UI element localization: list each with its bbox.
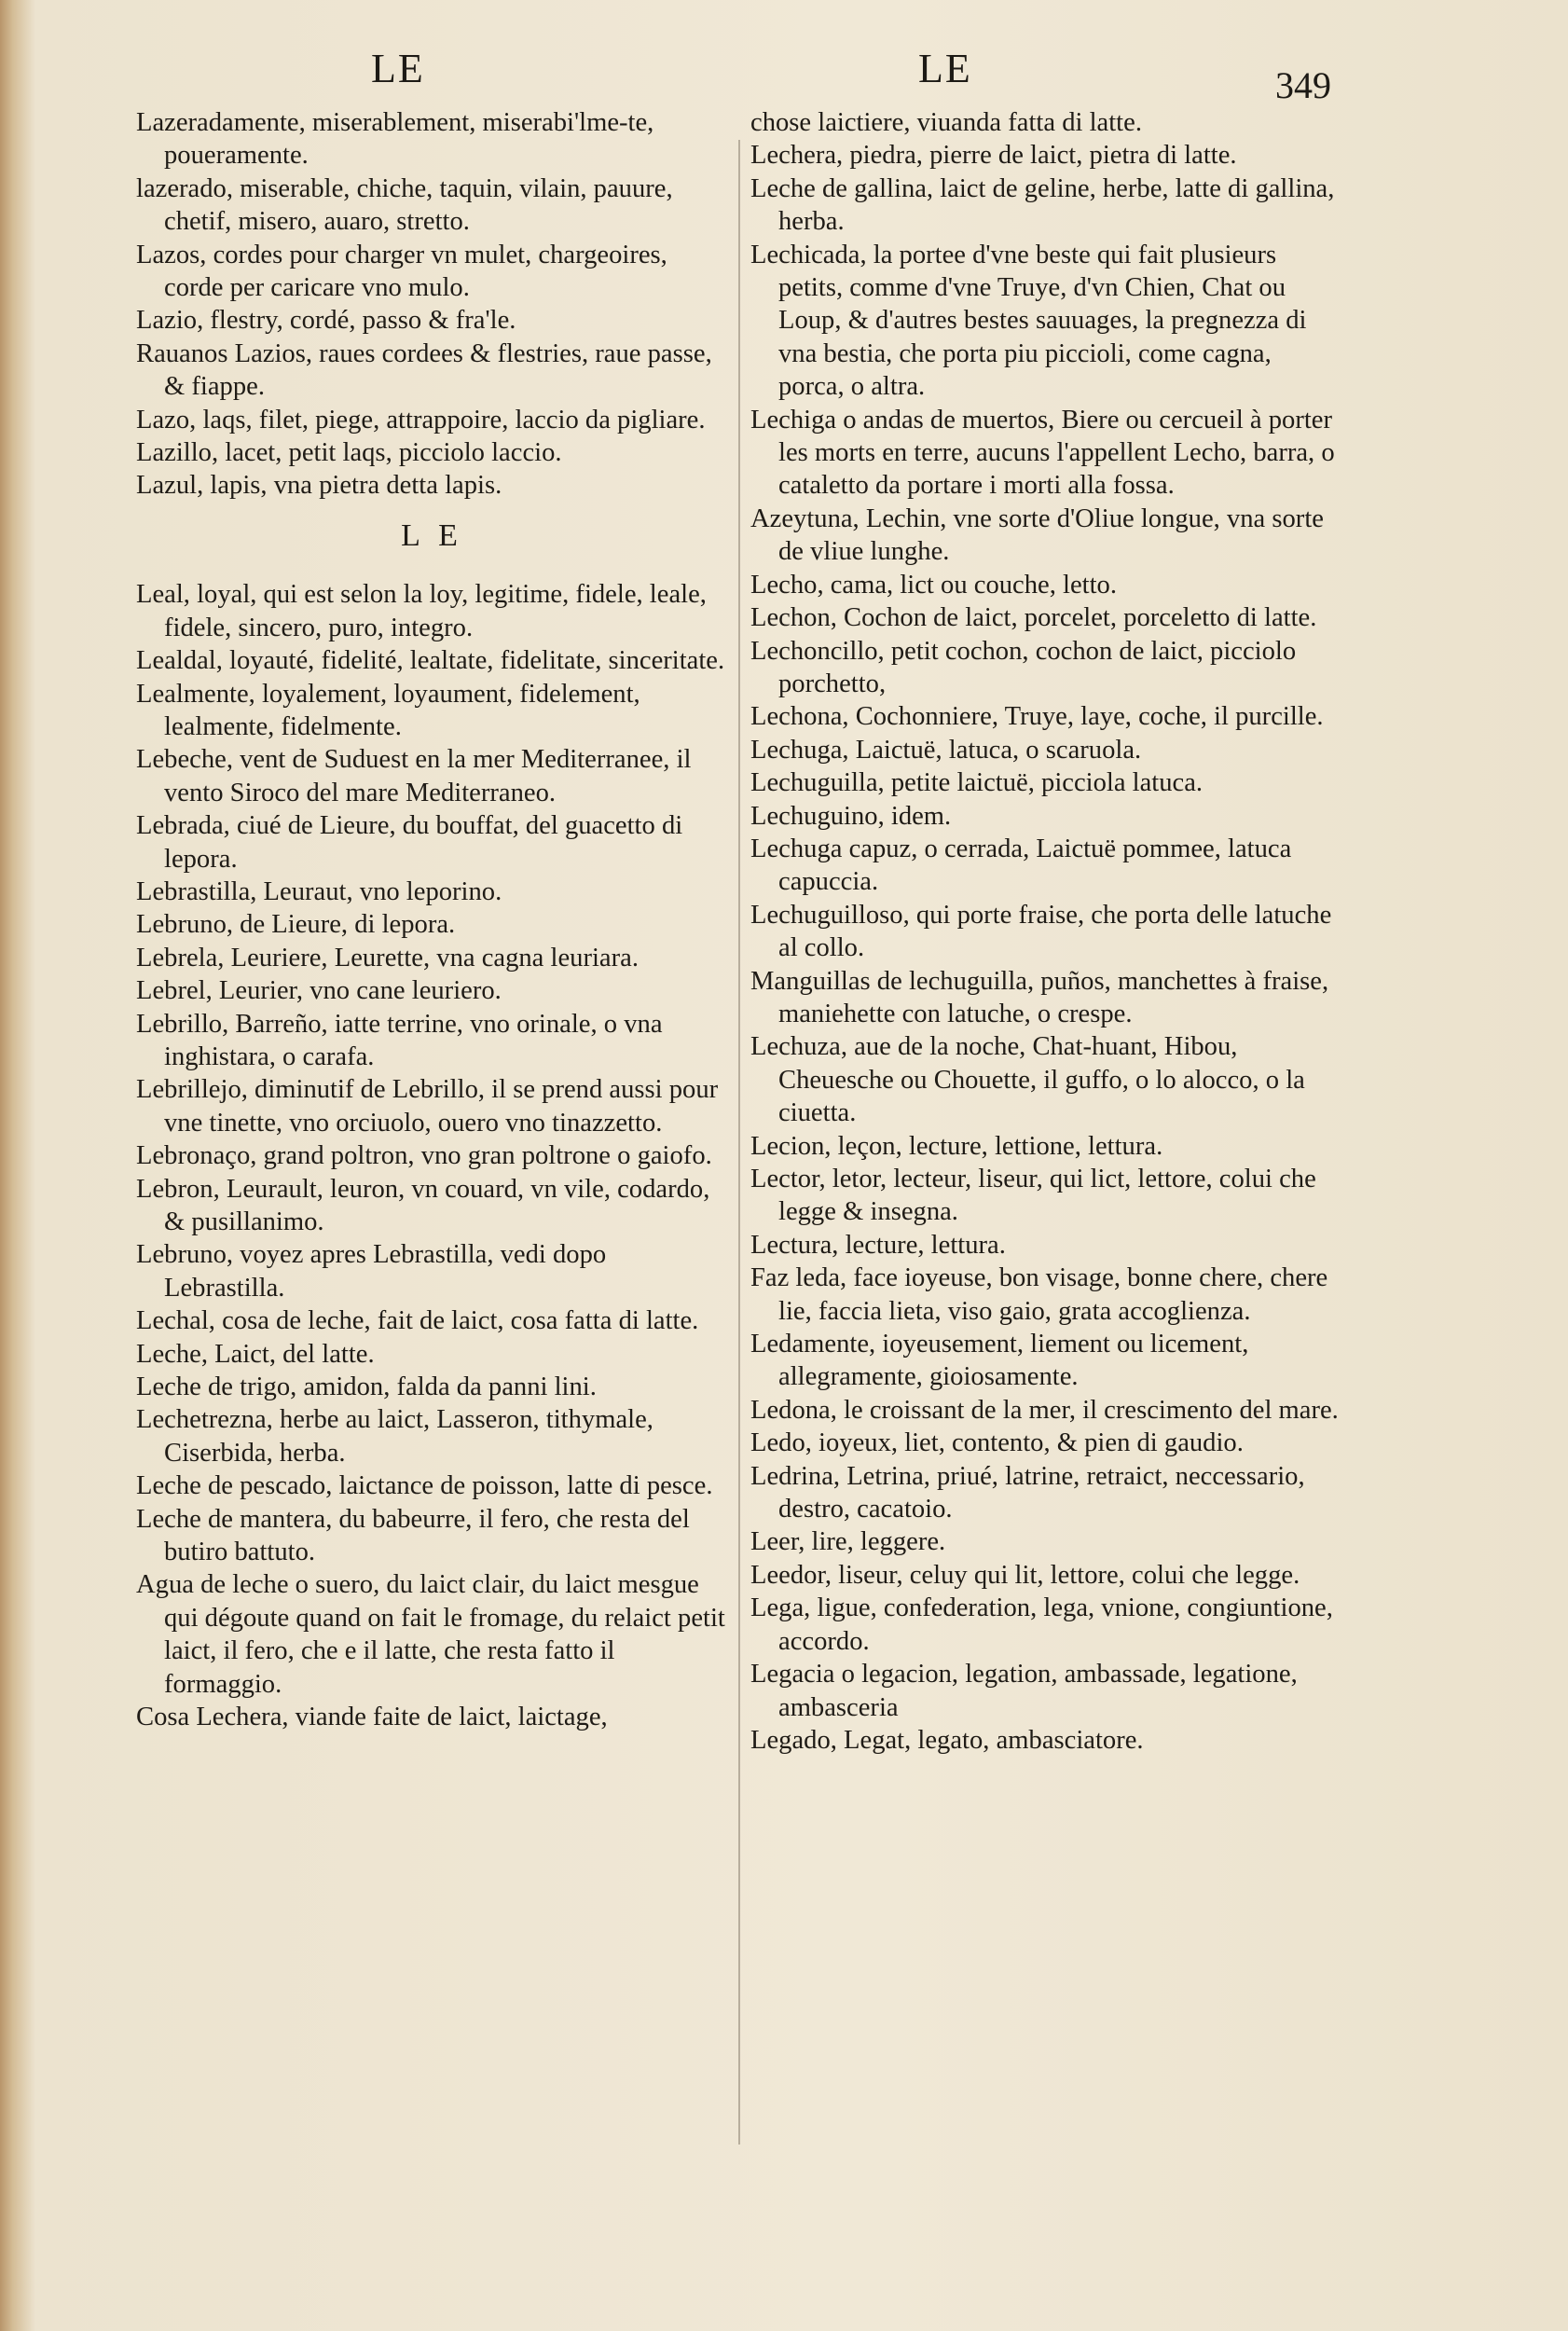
dictionary-entry: Lebeche, vent de Suduest en la mer Mediterranee, il vento Siroco del mare Mediterraneo. — [136, 745, 692, 807]
dictionary-entry: Lechuza, aue de la noche, Chat-huant, Hibou, Cheuesche ou Chouette, il guffo, o lo alocco, o la ciuetta. — [750, 1032, 1305, 1128]
dictionary-entry: Lechera, piedra, pierre de laict, pietra di latte. — [750, 141, 1237, 171]
dictionary-entry: Lechuguino, idem. — [750, 801, 952, 831]
dictionary-entry: Ledona, le croissant de la mer, il crescimento del mare. — [750, 1395, 1339, 1425]
dictionary-entry: Lectura, lecture, lettura. — [750, 1230, 1006, 1260]
dictionary-entry: Lecho, cama, lict ou couche, letto. — [750, 570, 1117, 600]
dictionary-entry: Lechuguilla, petite laictuë, picciola latuca. — [750, 768, 1204, 798]
dictionary-entry: Lector, letor, lecteur, liseur, qui lict, lettore, colui che legge & insegna. — [750, 1165, 1316, 1227]
dictionary-entry: Lebruno, voyez apres Lebrastilla, vedi dopo Lebrastilla. — [136, 1240, 607, 1303]
dictionary-entry: Lechuguilloso, qui porte fraise, che porta delle latuche al collo. — [750, 900, 1332, 963]
dictionary-entry: Leche de pescado, laictance de poisson, latte di pesce. — [136, 1471, 713, 1501]
dictionary-entry: Lebrel, Leurier, vno cane leuriero. — [136, 976, 502, 1006]
dictionary-entry: Lebrastilla, Leuraut, vno leporino. — [136, 876, 502, 906]
dictionary-entry: Lechona, Cochonniere, Truye, laye, coche, il purcille. — [750, 702, 1324, 732]
left-column — [136, 106, 728, 1734]
dictionary-entry: Lebrillejo, diminutif de Lebrillo, il se prend aussi pour vne tinette, vno orciuolo, ouero vno tinazzetto. — [136, 1075, 719, 1138]
dictionary-entry: Lebrada, ciué de Lieure, du bouffat, del guacetto di lepora. — [136, 811, 683, 874]
dictionary-entry: Leche de mantera, du babeurre, il fero, che resta del butiro battuto. — [136, 1504, 690, 1567]
dictionary-entry: Lazeradamente, miserablement, miserabi'lme-te, poueramente. — [136, 108, 654, 171]
dictionary-entry: Ledo, ioyeux, liet, contento, & pien di gaudio. — [750, 1428, 1244, 1458]
running-header-right: LE — [918, 46, 972, 91]
dictionary-entry: Lebrillo, Barreño, iatte terrine, vno orinale, o vna inghistara, o carafa. — [136, 1009, 663, 1071]
dictionary-entry: Lechoncillo, petit cochon, cochon de laict, picciolo porchetto, — [750, 636, 1297, 698]
dictionary-entry: Lazos, cordes pour charger vn mulet, chargeoires, corde per caricare vno mulo. — [136, 240, 667, 303]
dictionary-entry: Lechicada, la portee d'vne beste qui fait plusieurs petits, comme d'vne Truye, d'vn Chien, Chat ou Loup, & d'autres bestes sauuages, la pregnezza di vna bestia, che porta piu piccioli, come cagna, porca, o altra. — [750, 240, 1307, 402]
dictionary-entry: Lealdal, loyauté, fidelité, lealtate, fidelitate, sinceritate. — [136, 646, 725, 676]
dictionary-entry: Lebrela, Leuriere, Leurette, vna cagna leuriara. — [136, 943, 639, 972]
dictionary-entry: Lazo, laqs, filet, piege, attrappoire, laccio da pigliare. — [136, 405, 706, 434]
dictionary-entry: Lazillo, lacet, petit laqs, picciolo laccio. — [136, 438, 562, 468]
section-heading: L E — [401, 517, 463, 553]
dictionary-entry: Lazul, lapis, vna pietra detta lapis. — [136, 471, 502, 501]
column-divider — [738, 140, 740, 2145]
dictionary-entry: Azeytuna, Lechin, vne sorte d'Oliue longue, vna sorte de vliue lunghe. — [750, 503, 1324, 567]
dictionary-entry: Leche, Laict, del latte. — [136, 1339, 375, 1369]
dictionary-entry: Lechal, cosa de leche, fait de laict, cosa fatta di latte. — [136, 1306, 699, 1336]
dictionary-entry: Leer, lire, leggere. — [750, 1527, 946, 1557]
dictionary-entry: Leche de trigo, amidon, falda da panni lini. — [136, 1372, 597, 1402]
dictionary-entry: Leal, loyal, qui est selon la loy, legitime, fidele, leale, fidele, sincero, puro, integro. — [136, 580, 707, 642]
dictionary-entry: Lazio, flestry, cordé, passo & fra'le. — [136, 306, 516, 336]
right-column — [750, 106, 1342, 1757]
dictionary-entry: Agua de leche o suero, du laict clair, du laict mesgue qui dégoute quand on fait le fromage, du relaict petit laict, il fero, che e il latte, che resta fatto il formaggio. — [136, 1570, 725, 1699]
dictionary-entry: Ledrina, Letrina, priué, latrine, retraict, neccessario, destro, cacatoio. — [750, 1461, 1305, 1524]
dictionary-entry: Lega, ligue, confederation, lega, vnione, congiuntione, accordo. — [750, 1593, 1333, 1656]
dictionary-entry: Lechuga capuz, o cerrada, Laictuë pommee, latuca capuccia. — [750, 834, 1292, 897]
dictionary-entry: Rauanos Lazios, raues cordees & flestries, raue passe, & fiappe. — [136, 338, 712, 402]
dictionary-entry: Lechuga, Laictuë, latuca, o scaruola. — [750, 735, 1142, 765]
dictionary-entry: Lealmente, loyalement, loyaument, fidelement, lealmente, fidelmente. — [136, 679, 640, 741]
dictionary-entry: Lechetrezna, herbe au laict, Lasseron, tithymale, Ciserbida, herba. — [136, 1405, 653, 1468]
page-number: 349 — [1275, 64, 1331, 106]
dictionary-entry: Lebruno, de Lieure, di lepora. — [136, 910, 456, 940]
dictionary-entry: Lechon, Cochon de laict, porcelet, porceletto di latte. — [750, 603, 1317, 633]
dictionary-entry: Faz leda, face ioyeuse, bon visage, bonne chere, chere lie, faccia lieta, viso gaio, grata accoglienza. — [750, 1263, 1328, 1326]
dictionary-entry: lazerado, miserable, chiche, taquin, vilain, pauure, chetif, misero, auaro, stretto. — [136, 173, 673, 237]
dictionary-entry: Lecion, leçon, lecture, lettione, lettura. — [750, 1131, 1163, 1161]
dictionary-entry: Lebronaço, grand poltron, vno gran poltrone o gaiofo. — [136, 1141, 712, 1171]
dictionary-entry: Ledamente, ioyeusement, liement ou licement, allegramente, gioiosamente. — [750, 1330, 1249, 1392]
dictionary-entry: Lebron, Leurault, leuron, vn couard, vn vile, codardo, & pusillanimo. — [136, 1174, 710, 1236]
dictionary-entry: Leche de gallina, laict de geline, herbe, latte di gallina, herba. — [750, 173, 1335, 237]
dictionary-entry: Manguillas de lechuguilla, puños, manchettes à fraise, maniehette con latuche, o crespe. — [750, 966, 1329, 1028]
dictionary-entry: chose laictiere, viuanda fatta di latte. — [750, 108, 1142, 137]
dictionary-entry: Leedor, liseur, celuy qui lit, lettore, colui che legge. — [750, 1560, 1300, 1590]
dictionary-entry: Legado, Legat, legato, ambasciatore. — [750, 1725, 1144, 1755]
dictionary-entry: Cosa Lechera, viande faite de laict, laictage, — [136, 1703, 608, 1732]
dictionary-entry: Lechiga o andas de muertos, Biere ou cercueil à porter les morts en terre, aucuns l'appellent Lecho, barra, o cataletto da portare i morti alla fossa. — [750, 405, 1335, 501]
dictionary-entry: Legacia o legacion, legation, ambassade, legatione, ambasceria — [750, 1660, 1298, 1722]
running-header-left: LE — [371, 46, 425, 91]
